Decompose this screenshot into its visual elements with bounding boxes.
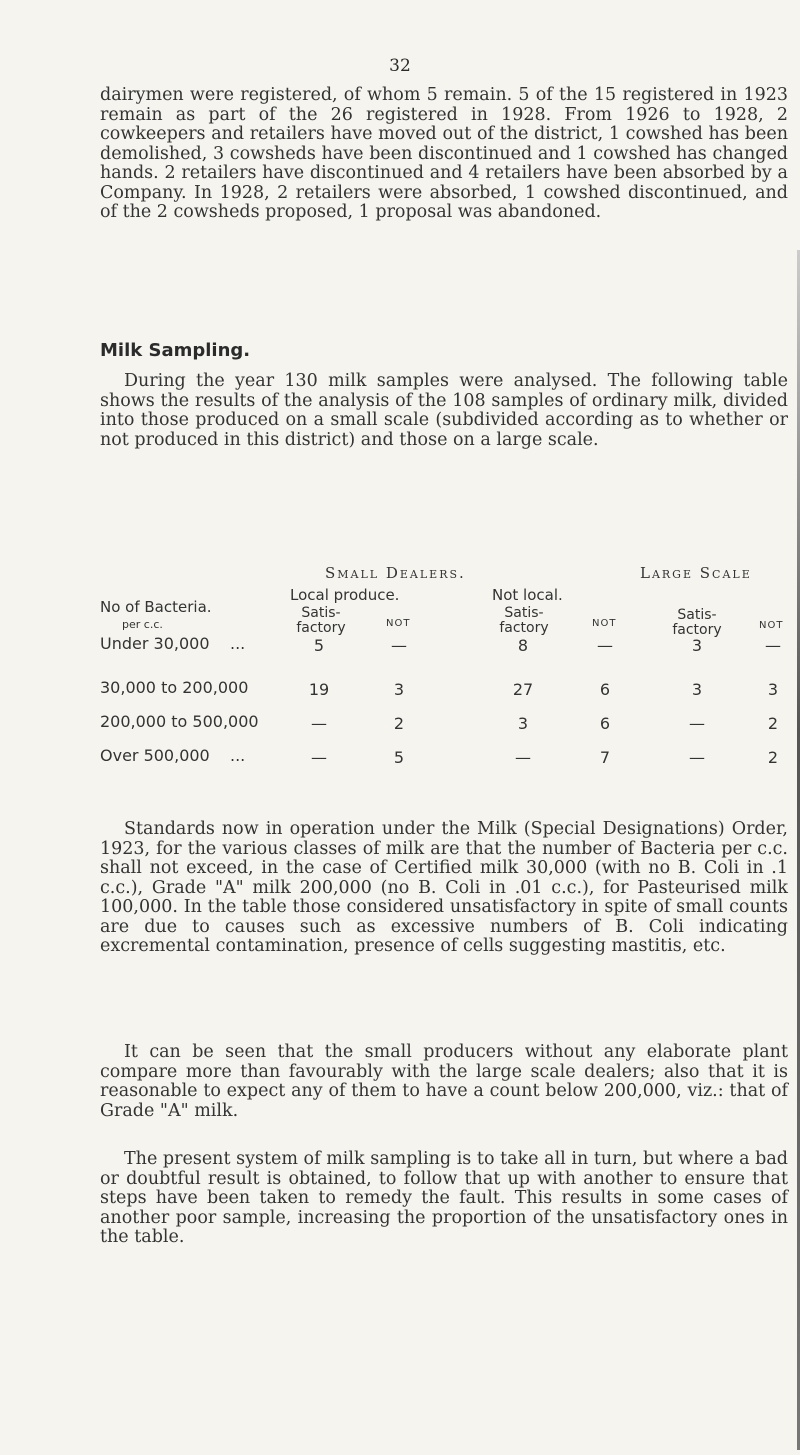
paragraph-standards: Standards now in operation under the Milk (Special Designations) Order, 1923, for the various classes of milk are that the number of Bacteria per c.c. shall not exceed, in the case of Certified milk 30,000 (with no B. Coli in .1 c.c.), Grade "A" milk 200,000 (no B. Coli in .01 c.c.), for Pasteurised milk 100,000. In the table those considered unsatisfactory in spite of small counts are due to causes such as excessive numbers of B. Coli indicating excremental contamination, presence of cells suggesting mastitis, etc.: [100, 819, 788, 956]
paragraph-sampling-system: The present system of milk sampling is to take all in turn, but where a bad or doubtful result is obtained, to follow that up with another to ensure that steps have been taken to remedy the fault. This results in some cases of another poor sample, increasing the proportion of the unsatisfactory ones in the table.: [100, 1149, 788, 1247]
col-header-not-large: NOT: [759, 620, 784, 631]
row-leader-dots: ...: [230, 634, 246, 653]
table-cell: 5: [313, 636, 325, 655]
table-cell: 2: [767, 714, 779, 733]
col-header-not-local: NOT: [386, 618, 411, 629]
table-cell: —: [391, 636, 407, 655]
table-cell: —: [311, 748, 327, 767]
row-label: 200,000 to 500,000: [100, 712, 259, 731]
table-cell: 7: [599, 748, 611, 767]
row-label: 30,000 to 200,000: [100, 678, 249, 697]
row-header-bacteria: No of Bacteria.: [100, 598, 212, 616]
table-cell: 2: [393, 714, 405, 733]
col-header-satisfactory-large: Satis- factory: [672, 607, 722, 638]
table-cell: 6: [599, 680, 611, 699]
table-cell: 19: [308, 680, 330, 699]
row-leader-dots: ...: [230, 746, 246, 765]
table-cell: 3: [767, 680, 779, 699]
table-cell: —: [765, 636, 781, 655]
group-header-small-dealers: Small Dealers.: [325, 564, 466, 582]
table-cell: 5: [393, 748, 405, 767]
row-label: Under 30,000: [100, 634, 210, 653]
table-cell: 27: [512, 680, 534, 699]
col-header-satisfactory-local: Satis- factory: [296, 605, 346, 636]
subheader-not-local: Not local.: [492, 586, 563, 604]
col-header-not-notlocal: NOT: [592, 618, 617, 629]
table-cell: 8: [517, 636, 529, 655]
table-cell: 2: [767, 748, 779, 767]
table-cell: 3: [691, 636, 703, 655]
table-cell: —: [689, 748, 705, 767]
paragraph-dairymen: dairymen were registered, of whom 5 remain. 5 of the 15 registered in 1923 remain as part of the 26 registered in 1928. From 1926 to 1928, 2 cowkeepers and retailers have moved out of the district, 1 cowshed has been demolished, 3 cowsheds have been discontinued and 1 cowshed has changed hands. 2 retailers have discontinued and 4 retailers have been absorbed by a Company. In 1928, 2 retailers were absorbed, 1 cowshed discontinued, and of the 2 cowsheds proposed, 1 proposal was abandoned.: [100, 85, 788, 222]
col-header-satisfactory-notlocal: Satis- factory: [499, 605, 549, 636]
table-cell: —: [597, 636, 613, 655]
table-cell: 3: [517, 714, 529, 733]
table-cell: 6: [599, 714, 611, 733]
group-header-large-scale: Large Scale: [640, 564, 752, 582]
table-cell: 3: [393, 680, 405, 699]
page-number: 32: [389, 56, 411, 76]
table-cell: 3: [691, 680, 703, 699]
table-cell: —: [689, 714, 705, 733]
row-label: Over 500,000: [100, 746, 210, 765]
paragraph-small-producers: It can be seen that the small producers without any elaborate plant compare more than favourably with the large scale dealers; also that it is reasonable to expect any of them to have a count below 200,000, viz.: that of Grade "A" milk.: [100, 1042, 788, 1121]
subheader-local-produce: Local produce.: [290, 586, 400, 604]
row-header-per-cc: per c.c.: [122, 618, 163, 631]
section-heading: Milk Sampling.: [100, 340, 251, 361]
table-cell: —: [515, 748, 531, 767]
table-cell: —: [311, 714, 327, 733]
paragraph-sampling-intro: During the year 130 milk samples were analysed. The following table shows the results of the analysis of the 108 samples of ordinary milk, divided into those produced on a small scale (subdivided according as to whether or not produced in this district) and those on a large scale.: [100, 371, 788, 450]
